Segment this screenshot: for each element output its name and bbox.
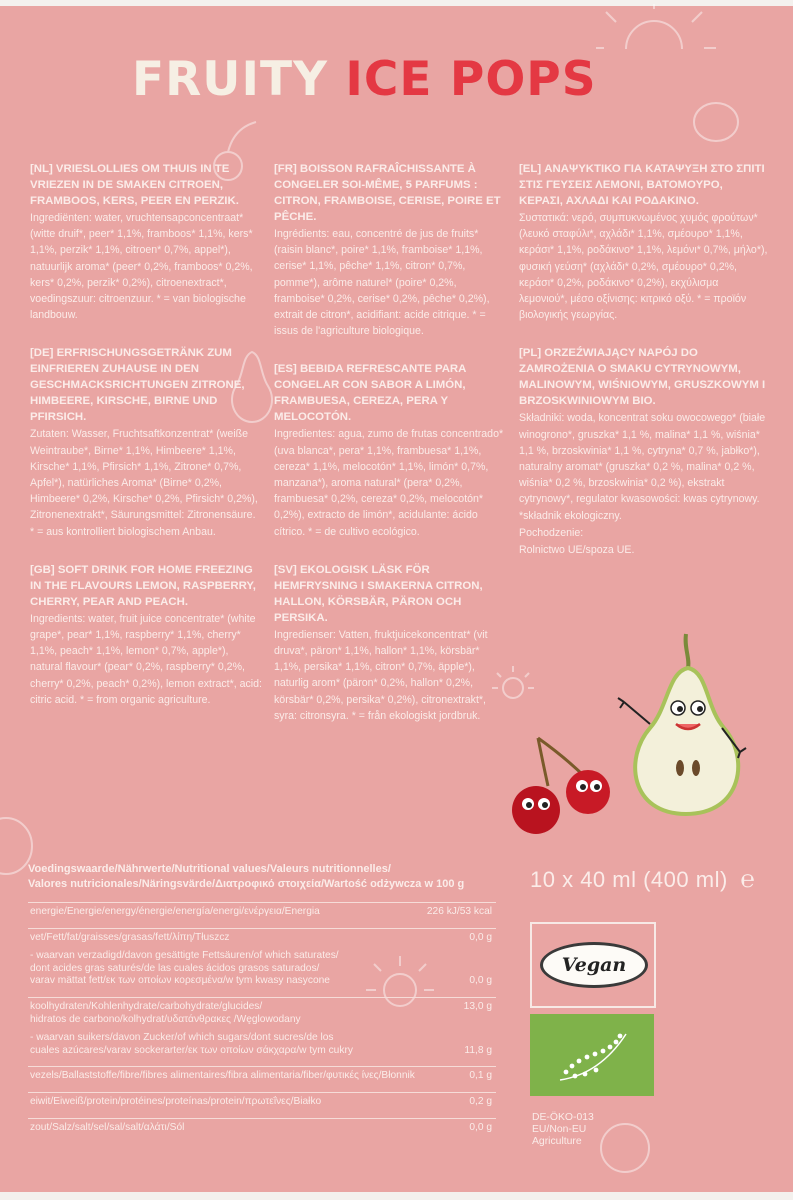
- section-de-heading: [DE] ERFRISCHUNGSGETRÄNK ZUM EINFRIEREN ZUHAUSE IN DEN GESCHMACKSRICHTUNGEN ZITRONE, HIMBEERE, KIRSCHE, BIRNE UND PFIRSICH.: [30, 347, 245, 424]
- section-nl-heading: [NL] VRIESLOLLIES OM THUIS IN TE VRIEZEN IN DE SMAKEN CITROEN, FRAMBOOS, KERS, PEER EN PERZIK.: [30, 163, 239, 207]
- sugars-label-1: - waarvan suikers/davon Zucker/of which sugars/dont sucres/de los: [30, 1032, 334, 1044]
- section-sv-text: Ingredienser: Vatten, fruktjuicekoncentrat* (vit druva*, päron* 1,1%, hallon* 1,1%, körsbär* 1,1%, persika* 1,1%, citron* 0,7%, äpple*), naturlig arom* (päron* 0,2%, hallon* 0,2%, körsbär* 0,2%, persika* 0,2%), citronextrakt*, syra: citronsyra. * = från ekologiskt jordbruk.: [274, 628, 488, 722]
- saturates-label: [30, 950, 430, 988]
- salt-label: zout/Salz/salt/sel/sal/salt/αλάτι/Sól: [30, 1121, 185, 1133]
- nutrition-row-saturates: [28, 947, 496, 991]
- sugars-label: [30, 1032, 430, 1057]
- nutrition-row-sugars: [28, 1029, 496, 1060]
- nutrition-row-fat: [28, 928, 496, 948]
- section-es-text: Ingredientes: agua, zumo de frutas concentrado* (uva blanca*, pera* 1,1%, frambuesa* 1,1%, cereza* 1,1%, melocotón* 1,1%, limón* 0,7%, manzana*), aroma natural* (pera* 0,2%, frambuesa* 0,2%, cereza* 0,2%, melocotón* 0,2%), extracto de limón*, acidulante: ácido cítrico. * = de cultivo ecológico.: [274, 428, 504, 538]
- section-pl-text: Składniki: woda, koncentrat soku owocowego* (białe winogrono*, gruszka* 1,1 %, malina* 1,1 %, wiśnia* 1,1 %, brzoskwinia* 1,1 %, cytryna* 0,7 %, jabłko*), naturalny aromat* (gruszka* 0,2 %, malina* 0,2 %, wiśnia* 0,2 %, brzoskwinia* 0,2 %), ekstrakt cytrynowy*, regulator kwasowości: kwas cytrynowy. *składnik ekologiczny.: [519, 412, 766, 522]
- fat-value: 0,0 g: [469, 931, 492, 943]
- section-el-text: Συστατικά: νερό, συμπυκνωμένος χυμός φρούτων* (λευκό σταφύλι*, αχλάδι* 1,1%, σμέουρο* 1,1%, κεράσι* 1,1%, ροδάκινο* 1,1%, λεμόνι* 0,7%, μήλο*), φυσική γεύση* (αχλάδι* 0,2%, σμέουρο* 0,2%, κεράσι* 0,2%, ροδάκινο* 0,2%), εκχύλισμα λεμονιού*, μέσο οξίνισης: κιτρικό οξύ. * = προϊόν βιολογικής γεωργίας.: [519, 212, 768, 322]
- eu-organic-leaf-icon: [530, 1014, 654, 1096]
- nutrition-row-carbs: [28, 997, 496, 1029]
- bottom-edge: [0, 1192, 793, 1200]
- nutrition-title-line1: Voedingswaarde/Nährwerte/Nutritional values/Valeurs nutritionnelles/: [28, 863, 391, 875]
- section-sv-heading: [SV] EKOLOGISK LÄSK FÖR HEMFRYSNING I SMAKERNA CITRON, HALLON, KÖRSBÄR, PÄRON OCH PERSIKA.: [274, 563, 483, 624]
- section-fr: [274, 161, 506, 339]
- section-gb: [30, 562, 262, 708]
- nutrition-row-salt: [28, 1118, 496, 1138]
- saturates-value: 0,0 g: [469, 975, 492, 987]
- section-sv: [274, 562, 506, 724]
- title-fruity: FRUITY: [132, 52, 329, 107]
- energy-label: energie/Energie/energy/énergie/energía/energi/ενέργεια/Energia: [30, 906, 320, 917]
- section-es-heading: [ES] BEBIDA REFRESCANTE PARA CONGELAR CON SABOR A LIMÓN, FRAMBUESA, CEREZA, PERA Y MELOCOTÓN.: [274, 363, 466, 424]
- section-pl: [519, 345, 769, 558]
- section-es: [274, 361, 506, 539]
- organic-origin-code: [532, 1112, 594, 1148]
- fibre-value: 0,1 g: [469, 1070, 492, 1082]
- protein-value: 0,2 g: [469, 1095, 492, 1107]
- origin-code-line1: DE-ÖKO-013: [532, 1112, 594, 1123]
- section-pl-origin-value: Rolnictwo UE/spoza UE.: [519, 544, 635, 557]
- product-title: [132, 52, 597, 107]
- carbs-label-1: koolhydraten/Kohlenhydrate/carbohydrate/glucides/: [30, 1000, 263, 1012]
- volume-label: [530, 866, 755, 894]
- section-nl: [30, 161, 262, 323]
- carbs-value: 13,0 g: [463, 1000, 492, 1012]
- column-middle: [274, 161, 506, 742]
- section-de-text: Zutaten: Wasser, Fruchtsaftkonzentrat* (weiße Weintraube*, Birne* 1,1%, Himbeere* 1,1%, Kirsche* 1,1%, Pfirsich* 1,1%, Zitrone* 0,7%, Apfel*), natürliches Aroma* (Birne* 0,2%, Himbeere* 0,2%, Kirsche* 0,2%, Pfirsich* 0,2%), Zitronenextrakt*, Säurungsmittel: Zitronensäure. * = aus kontrolliert biologischem Anbau.: [30, 428, 258, 538]
- section-gb-heading: [GB] SOFT DRINK FOR HOME FREEZING IN THE FLAVOURS LEMON, RASPBERRY, CHERRY, PEAR AND PEACH.: [30, 563, 256, 608]
- column-left: [30, 161, 262, 726]
- estimated-sign-icon: ℮: [740, 866, 756, 893]
- section-el: [519, 161, 769, 323]
- sugars-label-2: cuales azúcares/varav sockerarter/εκ των οποίων σάκχαρα/w tym cukry: [30, 1044, 353, 1056]
- section-el-heading: [EL] ΑΝΑΨΥΚΤΙΚΟ ΓΙΑ ΚΑΤΑΨΥΞΗ ΣΤΟ ΣΠΙΤΙ ΣΤΙΣ ΓΕΥΣΕΙΣ ΛΕΜΟΝΙ, ΒΑΤΟΜΟΥΡΟ, ΚΕΡΑΣΙ, ΑΧΛΑΔΙ ΚΑΙ ΡΟΔΑΚΙΝΟ.: [519, 163, 765, 207]
- vegan-badge: [540, 942, 648, 988]
- sun-icon: [596, 4, 716, 74]
- column-right: [519, 161, 769, 576]
- vegan-text: Vegan: [561, 954, 627, 976]
- carbs-label: [30, 1001, 430, 1026]
- fruit-characters: [500, 628, 760, 848]
- lemon-icon: [690, 98, 742, 146]
- lemon-icon: [595, 1118, 655, 1178]
- fibre-label: vezels/Ballaststoffe/fibre/fibres alimentaires/fibra alimentaria/fiber/φυτικές ίνες/Błonnik: [30, 1070, 415, 1082]
- fat-label: vet/Fett/fat/graisses/grasas/fett/λίπη/Tłuszcz: [30, 931, 230, 943]
- nutrition-table: [28, 862, 496, 1137]
- energy-value: 226 kJ/53 kcal: [426, 906, 492, 917]
- pear-character-icon: [618, 634, 746, 814]
- section-pl-origin-label: Pochodzenie:: [519, 526, 584, 539]
- nutrition-row-energy: [28, 902, 496, 922]
- protein-label: eiwit/Eiweiß/protein/protéines/proteínas/protein/πρωτεΐνες/Białko: [30, 1095, 322, 1107]
- nutrition-title-line2: Valores nutricionales/Näringsvärde/Διατροφικό στοιχεία/Wartość odżywcza w 100 g: [28, 878, 465, 890]
- salt-value: 0,0 g: [469, 1121, 492, 1133]
- saturates-label-1: - waarvan verzadigd/davon gesättigte Fettsäuren/of which saturates/: [30, 950, 339, 962]
- nutrition-row-fibre: [28, 1066, 496, 1086]
- nutrition-row-protein: [28, 1092, 496, 1112]
- saturates-label-2: dont acides gras saturés/de las cuales ácidos grasos saturados/: [30, 962, 320, 974]
- origin-code-line3: Agriculture: [532, 1136, 582, 1147]
- eu-organic-logo: [530, 1014, 654, 1096]
- cherries-character-icon: [512, 738, 610, 834]
- section-gb-text: Ingredients: water, fruit juice concentrate* (white grape*, pear* 1,1%, raspberry* 1,1%, cherry* 1,1%, peach* 1,1%, lemon* 0,7%, apple*), natural flavour* (pear* 0,2%, raspberry* 0,2%, cherry* 0,2%, peach* 0,2%), lemon extract*, acid: citric acid. * = from organic agriculture.: [30, 612, 262, 706]
- title-ice-pops: ICE POPS: [345, 52, 597, 107]
- origin-code-line2: EU/Non-EU: [532, 1124, 587, 1135]
- vegan-logo: [530, 922, 656, 1008]
- section-de: [30, 345, 262, 539]
- section-fr-text: Ingrédients: eau, concentré de jus de fruits* (raisin blanc*, poire* 1,1%, framboise* 1,1%, cerise* 1,1%, pêche* 1,1%, citron* 0,7%, pomme*), arôme naturel* (poire* 0,2%, framboise* 0,2%, cerise* 0,2%, pêche* 0,2%), extrait de citron*, acidifiant: acide citrique. * = issus de l'agriculture biologique.: [274, 228, 490, 338]
- saturates-label-3: varav mättat fett/εκ των οποίων κορεσμένα/w tym kwasy nasycone: [30, 975, 330, 987]
- section-pl-heading: [PL] ORZEŹWIAJĄCY NAPÓJ DO ZAMROŻENIA O SMAKU CYTRYNOWYM, MALINOWYM, WIŚNIOWYM, GRUSZKOWYM I BRZOSKWINIOWYM BIO.: [519, 347, 766, 408]
- section-nl-text: Ingrediënten: water, vruchtensapconcentraat* (witte druif*, peer* 1,1%, framboos* 1,1%, kers* 1,1%, perzik* 1,1%, citroen* 0,7%, appel*), natuurlijk aroma* (peer* 0,2%, framboos* 0,2%, kers* 0,2%, perzik* 0,2%), citroenextract*, voedingszuur: citroenzuur. * = van biologische landbouw.: [30, 212, 253, 322]
- carbs-label-2: hidratos de carbono/kolhydrat/υδατάνθρακες /Węglowodany: [30, 1013, 301, 1025]
- volume-text: 10 x 40 ml (400 ml): [530, 867, 728, 892]
- sugars-value: 11,8 g: [464, 1044, 492, 1056]
- section-fr-heading: [FR] BOISSON RAFRAÎCHISSANTE À CONGELER SOI-MÊME, 5 PARFUMS : CITRON, FRAMBOISE, CERISE, POIRE ET PÊCHE.: [274, 163, 501, 223]
- nutrition-title: [28, 862, 496, 892]
